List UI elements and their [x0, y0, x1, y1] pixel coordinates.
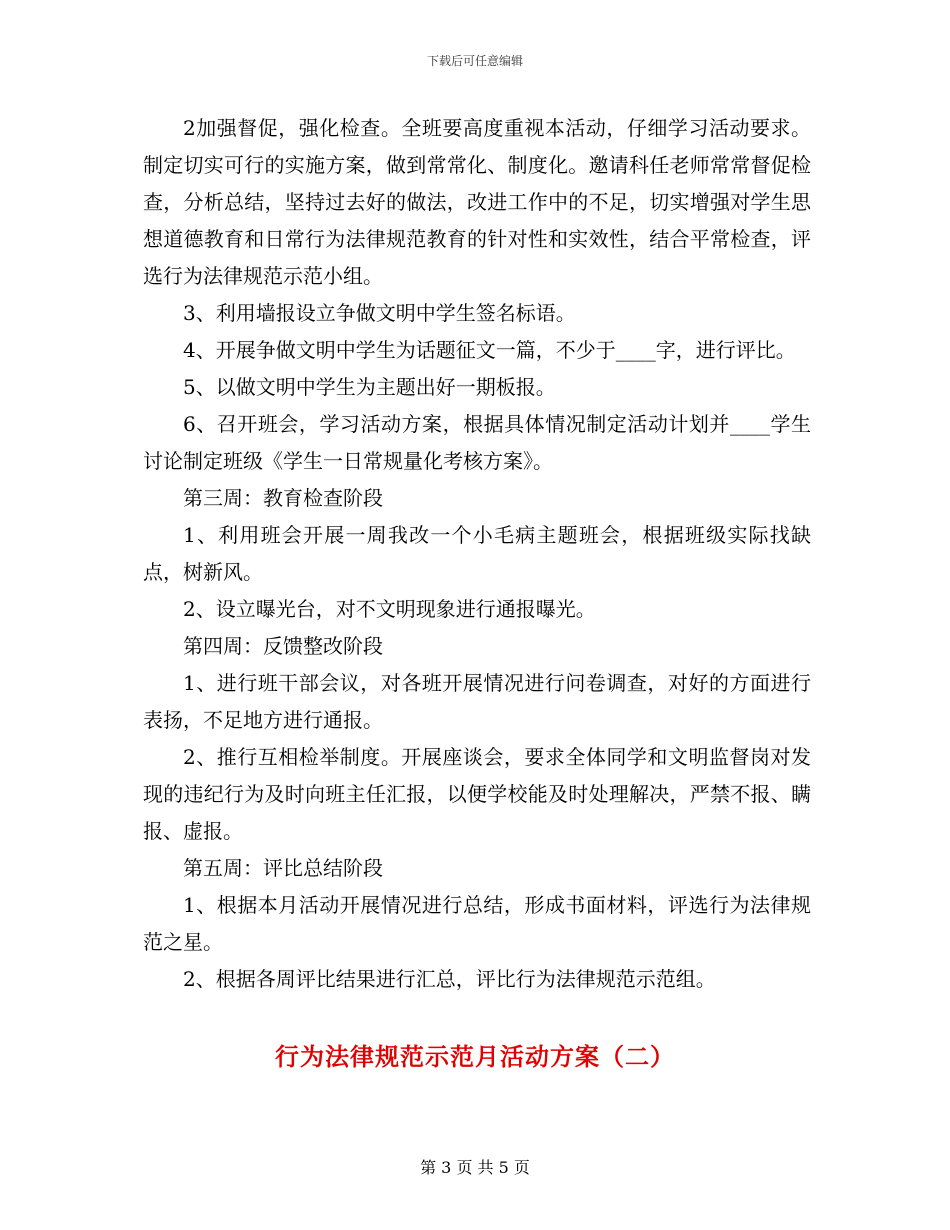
paragraph-week5-item1: 1、根据本月活动开展情况进行总结，形成书面材料，评选行为法律规范之星。: [143, 893, 811, 954]
paragraph-blackboard: 5、以做文明中学生为主题出好一期板报。: [183, 375, 556, 399]
page-footer: 第 3 页 共 5 页: [420, 1158, 530, 1177]
document-title: 行为法律规范示范月活动方案（二）: [275, 1043, 675, 1071]
paragraph-week4-item2: 2、推行互相检举制度。开展座谈会，要求全体同学和文明监督岗对发现的违纪行为及时向班主任汇报，以便学校能及时处理解决，严禁不报、瞒报、虚报。: [143, 745, 811, 843]
section-heading-week5: 第五周：评比总结阶段: [183, 856, 383, 880]
paragraph-week3-item1: 1、利用班会开展一周我改一个小毛病主题班会，根据班级实际找缺点，树新风。: [143, 523, 811, 584]
page-header: 下载后可任意编辑: [426, 54, 523, 68]
paragraph-class-meeting: 6、召开班会，学习活动方案，根据具体情况制定活动计划并____学生讨论制定班级《学生一日常规量化考核方案》。: [143, 412, 811, 473]
document-body: [143, 110, 811, 998]
paragraph-wall-newspaper: 3、利用墙报设立争做文明中学生签名标语。: [183, 301, 576, 325]
paragraph-week3-item2: 2、设立曝光台，对不文明现象进行通报曝光。: [183, 597, 596, 621]
paragraph-week5-item2: 2、根据各周评比结果进行汇总，评比行为法律规范示范组。: [183, 967, 716, 991]
section-heading-week3: 第三周：教育检查阶段: [183, 486, 383, 510]
section-heading-week4: 第四周：反馈整改阶段: [183, 634, 383, 658]
paragraph-essay: 4、开展争做文明中学生为话题征文一篇，不少于____字，进行评比。: [183, 338, 796, 362]
paragraph-week4-item1: 1、进行班干部会议，对各班开展情况进行问卷调查，对好的方面进行表扬，不足地方进行通报。: [143, 671, 811, 732]
paragraph-supervision: 2加强督促，强化检查。全班要高度重视本活动，仔细学习活动要求。制定切实可行的实施方案，做到常常化、制度化。邀请科任老师常常督促检查，分析总结，坚持过去好的做法，改进工作中的不足，切实增强对学生思想道德教育和日常行为法律规范教育的针对性和实效性，结合平常检查，评选行为法律规范示范小组。: [143, 116, 811, 288]
